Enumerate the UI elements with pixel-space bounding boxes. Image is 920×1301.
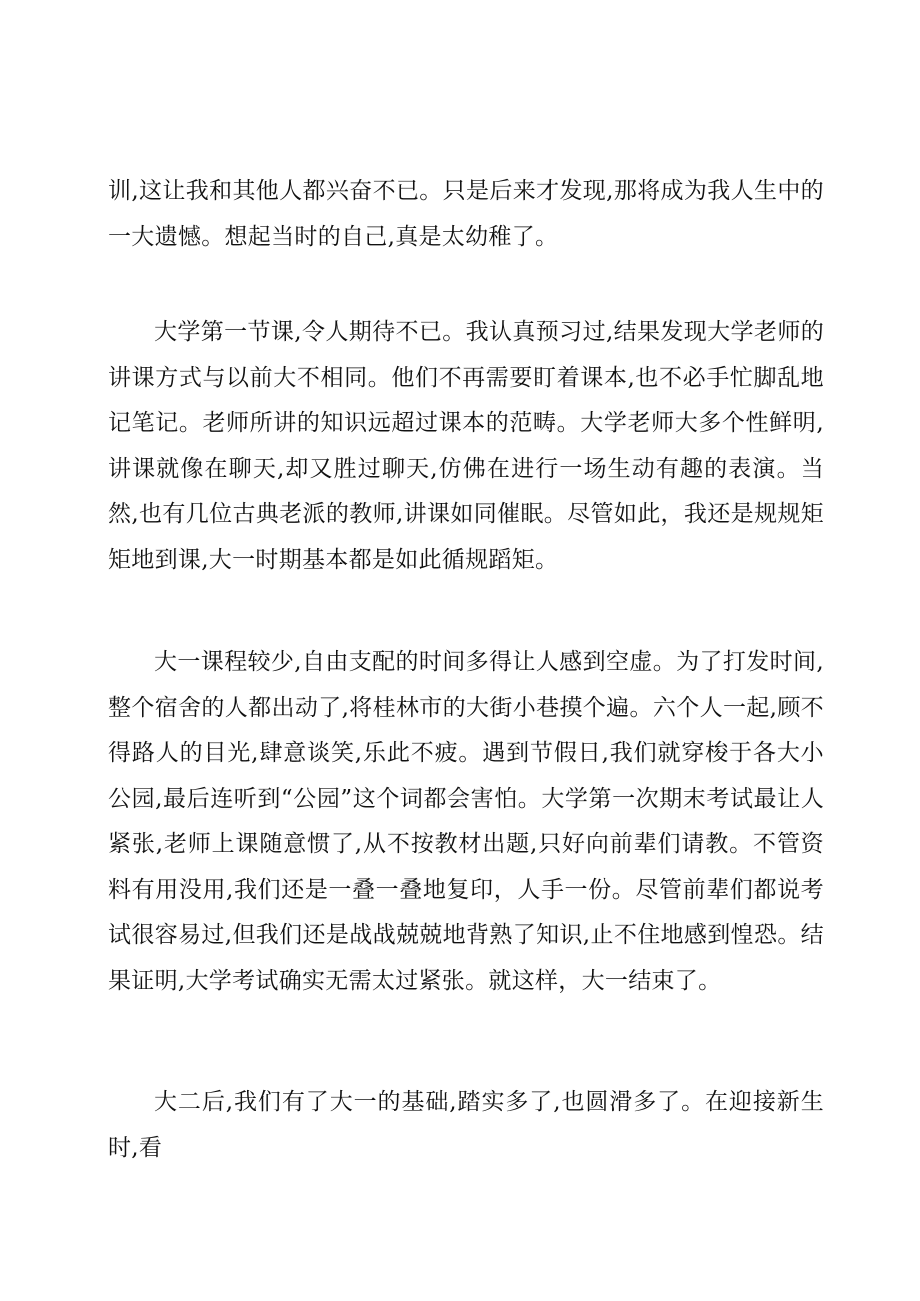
paragraph-4: 大二后,我们有了大一的基础,踏实多了,也圆滑多了。在迎接新生时,看	[108, 1089, 824, 1161]
paragraph-1: 训,这让我和其他人都兴奋不已。只是后来才发现,那将成为我人生中的一大遗憾。想起当时的自己,真是太幼稚了。	[108, 178, 824, 250]
paragraph-3: 大一课程较少,自由支配的时间多得让人感到空虚。为了打发时间,整个宿舍的人都出动了,将桂林市的大街小巷摸个遍。六个人一起,顾不得路人的目光,肆意谈笑,乐此不疲。遇到节假日,我们就穿梭于各大小公园,最后连听到“公园”这个词都会害怕。大学第一次期末考试最让人紧张,老师上课随意惯了,从不按教材出题,只好向前辈们请教。不管资料有用没用,我们还是一叠一叠地复印，人手一份。尽管前辈们都说考试很容易过,但我们还是战战兢兢地背熟了知识,止不住地感到惶恐。结果证明,大学考试确实无需太过紧张。就这样，大一结束了。	[108, 649, 824, 994]
paragraph-2: 大学第一节课,令人期待不已。我认真预习过,结果发现大学老师的讲课方式与以前大不相同。他们不再需要盯着课本,也不必手忙脚乱地记笔记。老师所讲的知识远超过课本的范畴。大学老师大多个性鲜明,讲课就像在聊天,却又胜过聊天,仿佛在进行一场生动有趣的表演。当然,也有几位古典老派的教师,讲课如同催眠。尽管如此，我还是规规矩矩地到课,大一时期基本都是如此循规蹈矩。	[108, 319, 824, 573]
